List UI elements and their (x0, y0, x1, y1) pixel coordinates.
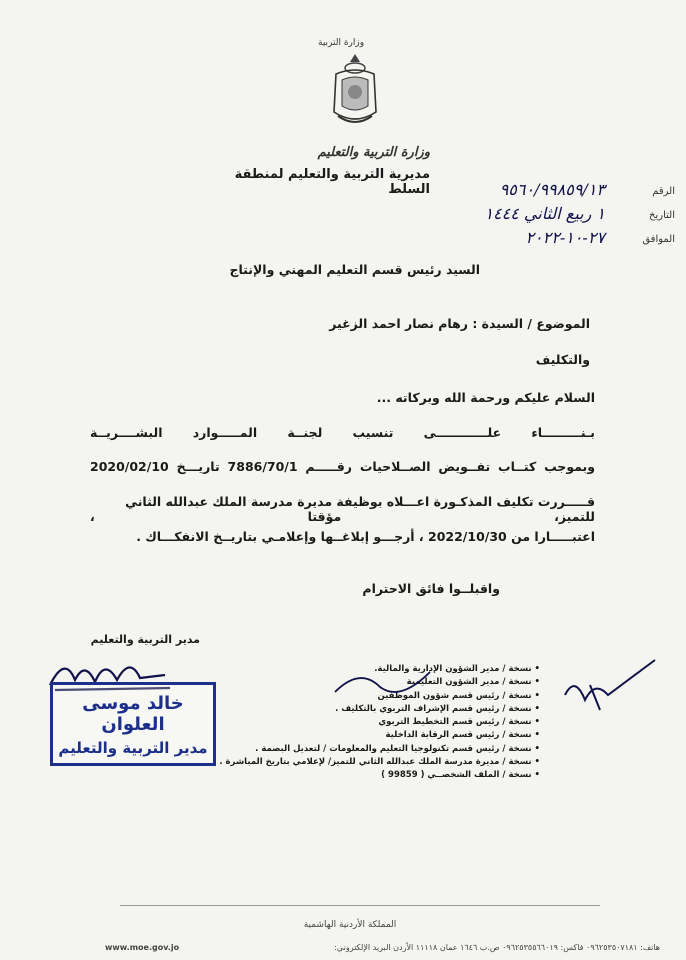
ref-date-label: التاريخ (649, 210, 675, 221)
official-stamp (50, 682, 216, 766)
copy-item: • نسخة / مديرة مدرسة الملك عبدالله الثاني للتميز/ لإعلامي بتاريخ المباشرة . (240, 756, 540, 769)
copy-item: • نسخة / رئيس قسم تكنولوجيا التعليم والمعلومات / لتعديل البصمة . (240, 743, 540, 756)
copy-item: • نسخة / رئيس قسم الرقابة الداخلية (240, 729, 540, 742)
ref-corresponding-value: ٢٧-١٠-٢٠٢٢ (525, 228, 605, 247)
ref-number-label: الرقم (652, 186, 675, 197)
handwritten-signature (560, 655, 660, 715)
signer-title: مدير التربية والتعليم (90, 633, 200, 646)
subject-line: الموضوع / السيدة : رهام نصار احمد الزغير (329, 316, 590, 331)
copy-item: • نسخة / رئيس قسم شؤون الموظفين (240, 690, 540, 703)
footer-divider (120, 905, 600, 906)
addressee: السيد رئيس قسم التعليم المهني والإنتاج (229, 262, 480, 277)
ministry-name: وزارة التربية والتعليم (317, 145, 430, 160)
body-line: بـنـــــــــاء علــــــــــــى تنسيب لجنــة المـــــوارد البشــــريــة (90, 425, 595, 440)
footer-website: www.moe.gov.jo (105, 943, 180, 952)
body-line: اعتبـــــارا من 2022/10/30 ، أرجـــو إبلاغــها وإعلامـي بتاريــخ الانفكـــاك . (136, 529, 595, 544)
copy-item: • نسخة / رئيس قسم الإشراف التربوي بالتكليف . (240, 703, 540, 716)
reference-values (430, 178, 605, 250)
copy-item: • نسخة / رئيس قسم التخطيط التربوي (240, 716, 540, 729)
footer-kingdom: المملكة الأردنية الهاشمية (303, 920, 397, 930)
subject-assignment: والتكليف (535, 352, 590, 367)
coat-of-arms-emblem (330, 52, 380, 130)
initial-signature (330, 662, 440, 702)
ref-number-value: ٩٥٦٠/٩٩٨٥٩/١٣ (499, 180, 605, 199)
body-line: قـــــررت تكليف المذكـورة اعـــلاه بوظيفة مديرة مدرسة الملك عبدالله الثاني للتميز، مؤقتا ، (90, 494, 595, 524)
body-line: وبموجب كتــاب تفــويض الصــلاحيات رقـــــم 7886/70/1 تاريـــخ 2020/02/10 (90, 459, 595, 474)
footer-contact: هاتف: ٠٩٦٢٥٣٥٠٧١٨١ فاكس: ٠٩٦٢٥٣٥٥٦٦٠١٩ ص.ب ١٦٤٦ عمان ١١١١٨ الأردن البريد الإلكتروني: (334, 943, 660, 952)
directorate-name: مديرية التربية والتعليم لمنطقة السلط (234, 167, 430, 197)
stamp-name: خالد موسى العلوان (82, 693, 184, 735)
ministry-tag: وزارة التربية (318, 38, 365, 48)
copy-item: • نسخة / الملف الشخصــي ( 99859 ) (240, 769, 540, 782)
reference-labels (600, 180, 675, 252)
closing: واقبلــوا فائق الاحترام (362, 581, 500, 596)
copy-item: • نسخة / مدير الشؤون الإدارية والمالية. (240, 663, 540, 676)
greeting: السلام عليكم ورحمة الله وبركاته ... (376, 390, 595, 405)
ref-corresponding-label: الموافق (642, 234, 675, 245)
stamp-role: مدير التربية والتعليم (58, 739, 208, 757)
ref-date-value: ١ ربيع الثاني ١٤٤٤ (484, 204, 605, 223)
copy-item: • نسخة / مدير الشؤون التعليمية (240, 676, 540, 689)
